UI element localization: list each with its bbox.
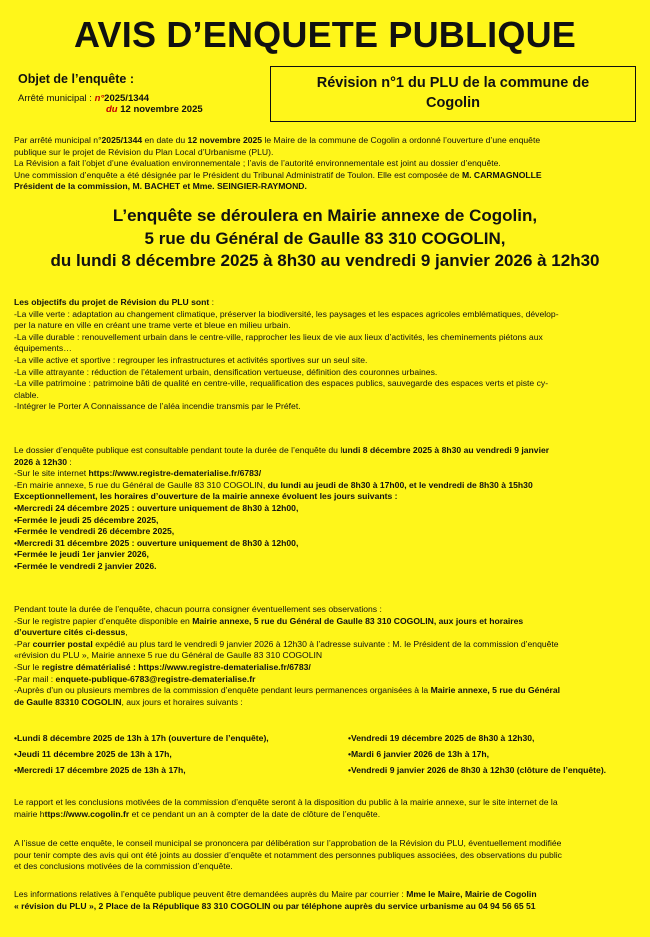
observations-text: , [125, 627, 128, 638]
exception-heading: Exceptionnellement, les horaires d’ouverture de la mairie annexe évoluent les jours suivants : [14, 491, 398, 502]
objectif-line: -La ville attrayante : réduction de l’étalement urbain, densification vertueuse, définition des couronnes urbaines. [14, 366, 438, 377]
email-link[interactable]: enquete-publique-6783@registre-dematerialise.fr [55, 673, 256, 684]
dossier-text: -Sur le site internet [14, 468, 89, 479]
objectifs-heading-suffix: : [209, 297, 215, 307]
exception-item: •Fermée le jeudi 1er janvier 2026, [14, 549, 149, 560]
objectif-line: -La ville patrimoine : patrimoine bâti de qualité en centre-ville, requalification des espaces publics, sauvegarde des espaces verts et piste cy- [14, 378, 549, 389]
arrete-date: 12 novembre 2025 [117, 104, 203, 115]
dossier-section [14, 445, 640, 573]
permanence-item: •Mardi 6 janvier 2026 de 13h à 17h, [348, 749, 490, 759]
observations-text: -Sur le [14, 661, 42, 672]
observations-section [14, 604, 640, 708]
observations-text: , aux jours et horaires suivants : [121, 696, 243, 707]
intro-paragraph [14, 135, 640, 193]
observations-bold: Mairie annexe, 5 rue du Général [430, 685, 560, 696]
rapport-line: Le rapport et les conclusions motivées de la commission d’enquête seront à la disposition du public à la mairie annexe, sur le site internet de la [14, 797, 558, 807]
dossier-bold: 2026 à 12h30 [14, 456, 68, 467]
arrete-date-line [18, 104, 268, 115]
observations-bold: Mairie annexe, 5 rue du Général de Gaulle 83 310 COGOLIN, aux jours et horaires [192, 615, 524, 626]
objet-section [18, 72, 268, 115]
subject-line-2: Cogolin [426, 95, 480, 111]
infos-text: Les informations relatives à l’enquête publique peuvent être demandées auprès du Maire par courrier : [14, 889, 407, 899]
exception-item: •Mercredi 31 décembre 2025 : ouverture uniquement de 8h30 à 12h00, [14, 537, 299, 548]
issue-section [14, 838, 640, 873]
headline-line: 5 rue du Général de Gaulle 83 310 COGOLIN, [144, 228, 506, 248]
intro-line: publique sur le projet de Révision du Plan Local d’Urbanisme (PLU). [14, 146, 274, 157]
permanence-item: •Vendredi 9 janvier 2026 de 8h30 à 12h30 (clôture de l’enquête). [348, 765, 607, 775]
arrete-prefix: Arrêté municipal : [18, 93, 95, 104]
objectifs-section [14, 297, 640, 413]
objectif-line: -La ville durable : renouvellement urbain dans le centre-ville, rapprocher les lieux de vie aux lieux d’activités, les cheminements piétons aux [14, 331, 543, 342]
observations-text: -Par [14, 638, 33, 649]
rapport-section [14, 797, 640, 820]
issue-line: et des conclusions motivées de la commission d’enquête. [14, 861, 233, 872]
issue-line: A l’issue de cette enquête, le conseil municipal se prononcera par délibération sur l’approbation de la Révision du PLU, éventuellement modifiée [14, 838, 562, 848]
permanence-item: •Lundi 8 décembre 2025 de 13h à 17h (ouverture de l’enquête), [14, 733, 269, 743]
observations-text: -Sur le registre papier d’enquête disponible en [14, 615, 193, 626]
observations-line: Pendant toute la durée de l’enquête, chacun pourra consigner éventuellement ses observations : [14, 604, 382, 614]
permanence-item: •Vendredi 19 décembre 2025 de 8h30 à 12h30, [348, 733, 535, 743]
exception-item: •Fermée le vendredi 26 décembre 2025, [14, 526, 175, 537]
page-title: AVIS D’ENQUETE PUBLIQUE [74, 14, 576, 55]
observations-bold: d’ouverture cités ci-dessus [14, 627, 126, 638]
rapport-text: mairie h [14, 808, 45, 819]
observations-text: -Par mail : [14, 673, 56, 684]
intro-line: La Révision a fait l’objet d’une évaluation environnementale ; l’avis de l’autorité environnementale est joint au dossier d’enquête. [14, 158, 501, 169]
intro-bold: M. CARMAGNOLLE [461, 169, 542, 180]
arrete-n: n° [94, 93, 105, 104]
intro-text: le Maire de la commune de Cogolin a ordonné l’ouverture d’une enquête [262, 135, 541, 145]
observations-bold: courrier postal [32, 638, 93, 649]
subject-box [270, 66, 636, 122]
observations-text: -Auprès d’un ou plusieurs membres de la commission d’enquête pendant leurs permanences organisées à la [14, 685, 431, 696]
dossier-text: : [67, 456, 72, 467]
intro-text: Par arrêté municipal n° [14, 135, 102, 145]
observations-bold: de Gaulle 83310 COGOLIN [14, 696, 122, 707]
exception-item: •Mercredi 24 décembre 2025 : ouverture uniquement de 8h30 à 12h00, [14, 502, 299, 513]
dossier-bold: undi 8 décembre 2025 à 8h30 au vendredi 9 janvier [342, 445, 550, 455]
registre-dematerialise-link[interactable]: registre dématérialisé : https://www.registre-dematerialise.fr/6783/ [41, 661, 311, 672]
objectif-line: per la nature en ville en créant une trame verte et bleue en milieu urbain. [14, 320, 291, 331]
dossier-text: Le dossier d’enquête publique est consultable pendant toute la durée de l’enquête du l [14, 445, 343, 455]
observations-text: expédié au plus tard le vendredi 9 janvier 2026 à 12h30 à l’adresse suivante : M. le Président de la commission d’enquête [92, 638, 559, 649]
issue-line: pour tenir compte des avis qui ont été joints au dossier d’enquête et notamment des personnes publiques associées, des observations du public [14, 849, 562, 860]
objectifs-heading: Les objectifs du projet de Révision du PLU sont [14, 297, 210, 307]
exception-item: •Fermée le jeudi 25 décembre 2025, [14, 514, 159, 525]
permanences-list [14, 733, 650, 781]
headline [0, 205, 650, 273]
objectif-line: clable. [14, 389, 39, 400]
permanence-item: •Mercredi 17 décembre 2025 de 13h à 17h, [14, 765, 186, 775]
arrete-du: du [106, 104, 118, 115]
arrete-line [18, 93, 268, 104]
objectif-line: équipements… [14, 343, 72, 354]
permanence-item: •Jeudi 11 décembre 2025 de 13h à 17h, [14, 749, 172, 759]
objectif-line: -La ville active et sportive : regrouper les infrastructures et activités sportives sur un seul site. [14, 354, 368, 365]
objectif-line: -Intégrer le Porter A Connaissance de l’aléa incendie transmis par le Préfet. [14, 401, 301, 412]
infos-section [14, 889, 640, 912]
rapport-text: et ce pendant un an à compter de la date de clôture de l’enquête. [129, 808, 381, 819]
subject-line-1: Révision n°1 du PLU de la commune de [316, 75, 590, 92]
intro-text: Une commission d’enquête a été désignée par le Président du Tribunal Administratif de Toulon. Elle est composée de [14, 169, 462, 180]
observations-line: «révision du PLU », Mairie annexe 5 rue du Général de Gaulle 83 310 COGOLIN [14, 650, 323, 661]
infos-bold: Mme le Maire, Mairie de Cogolin [406, 889, 537, 899]
arrete-number: 2025/1344 [104, 93, 150, 104]
headline-line: L’enquête se déroulera en Mairie annexe de Cogolin, [112, 206, 538, 225]
cogolin-website-link[interactable]: ttps://www.cogolin.fr [44, 808, 130, 819]
dossier-text: -En mairie annexe, 5 rue du Général de Gaulle 83 310 COGOLIN, [14, 479, 268, 490]
intro-bold: Président de la commission, M. BACHET et Mme. SEINGIER-RAYMOND. [14, 181, 307, 192]
headline-line: du lundi 8 décembre 2025 à 8h30 au vendredi 9 janvier 2026 à 12h30 [50, 251, 600, 270]
intro-text: en date du [142, 135, 188, 145]
intro-bold: 2025/1344 [101, 135, 143, 145]
dossier-bold: du lundi au jeudi de 8h30 à 17h00, et le vendredi de 8h30 à 15h30 [267, 479, 533, 490]
registre-link[interactable]: https://www.registre-dematerialise.fr/6783/ [88, 468, 262, 479]
intro-bold: 12 novembre 2025 [187, 135, 263, 145]
infos-bold: « révision du PLU », 2 Place de la République 83 310 COGOLIN ou par téléphone auprès du service urbanisme au 04 94 56 65 51 [14, 900, 536, 911]
objectif-line: -La ville verte : adaptation au changement climatique, préserver la biodiversité, les paysages et les espaces agricoles emblématiques, dévelop- [14, 308, 559, 319]
objet-heading: Objet de l’enquête : [18, 72, 134, 86]
exception-item: •Fermée le vendredi 2 janvier 2026. [14, 560, 157, 571]
